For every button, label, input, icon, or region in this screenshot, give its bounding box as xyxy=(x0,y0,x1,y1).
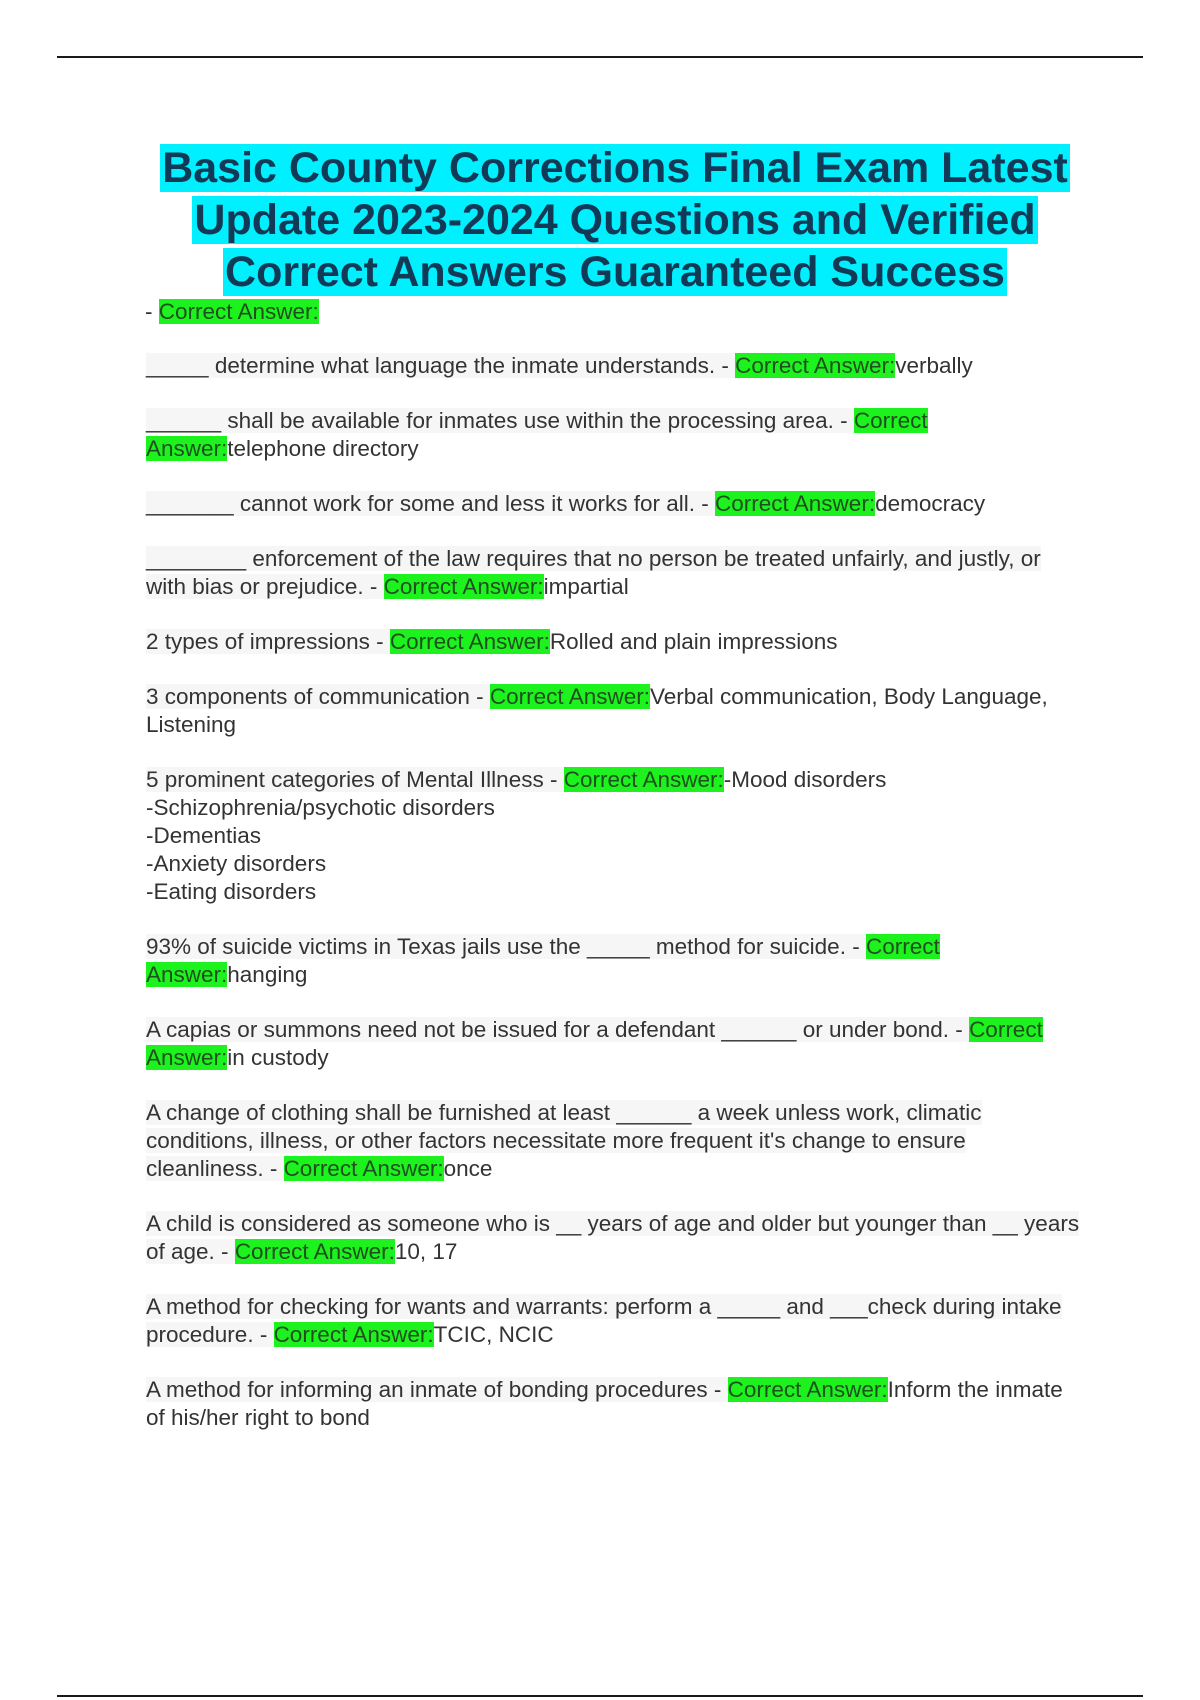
question-text: A capias or summons need not be issued for a defendant ______ or under bond. - xyxy=(146,1017,970,1042)
top-rule xyxy=(57,56,1143,58)
answer-text: Inform the inmate of his/her right to bond xyxy=(146,1377,1063,1430)
answer-line: -Eating disorders xyxy=(146,879,317,904)
qa-item xyxy=(146,490,1086,518)
question-text: 93% of suicide victims in Texas jails use the _____ method for suicide. - xyxy=(146,934,866,959)
lead-answer-line xyxy=(145,298,1086,326)
qa-item xyxy=(146,683,1086,739)
answer-text: Rolled and plain impressions xyxy=(549,629,838,654)
question-text: 3 components of communication - xyxy=(146,684,490,709)
question-text: A change of clothing shall be furnished at least ______ a week unless work, climatic conditions, illness, or other factors necessitate more frequent it's change to ensure cleanliness. - xyxy=(146,1100,982,1181)
question-text: 5 prominent categories of Mental Illness - xyxy=(146,767,564,792)
correct-answer-tag: Correct Answer: xyxy=(389,629,550,654)
correct-answer-tag: Correct Answer: xyxy=(146,408,928,461)
correct-answer-tag: Correct Answer: xyxy=(234,1239,395,1264)
page-title xyxy=(140,142,1090,298)
lead-prefix: - xyxy=(145,299,159,324)
question-text: A method for informing an inmate of bonding procedures - xyxy=(146,1377,728,1402)
qa-item xyxy=(146,1376,1086,1432)
qa-item xyxy=(146,766,1086,906)
correct-answer-tag: Correct Answer: xyxy=(727,1377,888,1402)
correct-answer-tag: Correct Answer: xyxy=(563,767,724,792)
answer-line: -Schizophrenia/psychotic disorders xyxy=(146,795,495,820)
answer-text: 10, 17 xyxy=(394,1239,458,1264)
correct-answer-tag: Correct Answer: xyxy=(489,684,650,709)
answer-line: -Dementias xyxy=(146,823,262,848)
answer-text: TCIC, NCIC xyxy=(433,1322,554,1347)
answer-text: hanging xyxy=(227,962,308,987)
question-text: A child is considered as someone who is __ years of age and older but younger than __ years of age. - xyxy=(146,1211,1080,1264)
correct-answer-tag: Correct Answer: xyxy=(146,934,940,987)
correct-answer-tag: Correct Answer: xyxy=(283,1156,444,1181)
correct-answer-tag: Correct Answer: xyxy=(383,574,544,599)
answer-text: once xyxy=(443,1156,493,1181)
qa-item xyxy=(146,628,1086,656)
answer-text: -Mood disorders xyxy=(723,767,887,792)
question-text: ______ shall be available for inmates use within the processing area. - xyxy=(146,408,854,433)
qa-item xyxy=(146,1099,1086,1183)
answer-text: verbally xyxy=(895,353,973,378)
qa-item xyxy=(146,352,1086,380)
question-text: _______ cannot work for some and less it works for all. - xyxy=(146,491,716,516)
qa-item xyxy=(146,1210,1086,1266)
qa-items xyxy=(146,352,1086,1432)
bottom-rule xyxy=(57,1695,1143,1697)
qa-item xyxy=(146,1293,1086,1349)
answer-text: telephone directory xyxy=(227,436,419,461)
question-text: 2 types of impressions - xyxy=(146,629,390,654)
question-text: ________ enforcement of the law requires that no person be treated unfairly, and justly, or with bias or prejudice. - xyxy=(146,546,1041,599)
correct-answer-tag: Correct Answer: xyxy=(715,491,876,516)
correct-answer-tag: Correct Answer: xyxy=(735,353,896,378)
answer-text: impartial xyxy=(543,574,629,599)
qa-item xyxy=(146,407,1086,463)
correct-answer-tag: Correct Answer: xyxy=(146,1017,1043,1070)
answer-text: Verbal communication, Body Language, Listening xyxy=(146,684,1048,737)
correct-answer-tag: Correct Answer: xyxy=(158,299,319,324)
question-text: A method for checking for wants and warrants: perform a _____ and ___check during intake procedure. - xyxy=(146,1294,1062,1347)
qa-item xyxy=(146,1016,1086,1072)
correct-answer-tag: Correct Answer: xyxy=(273,1322,434,1347)
answer-line: -Anxiety disorders xyxy=(146,851,327,876)
answer-text: democracy xyxy=(875,491,986,516)
answer-text: in custody xyxy=(227,1045,329,1070)
question-text: _____ determine what language the inmate understands. - xyxy=(146,353,736,378)
qa-item xyxy=(146,933,1086,989)
qa-list xyxy=(146,298,1086,1459)
title-highlight: Basic County Corrections Final Exam Latest Update 2023-2024 Questions and Verified Correct Answers Guaranteed Success xyxy=(162,144,1068,296)
qa-item xyxy=(146,545,1086,601)
